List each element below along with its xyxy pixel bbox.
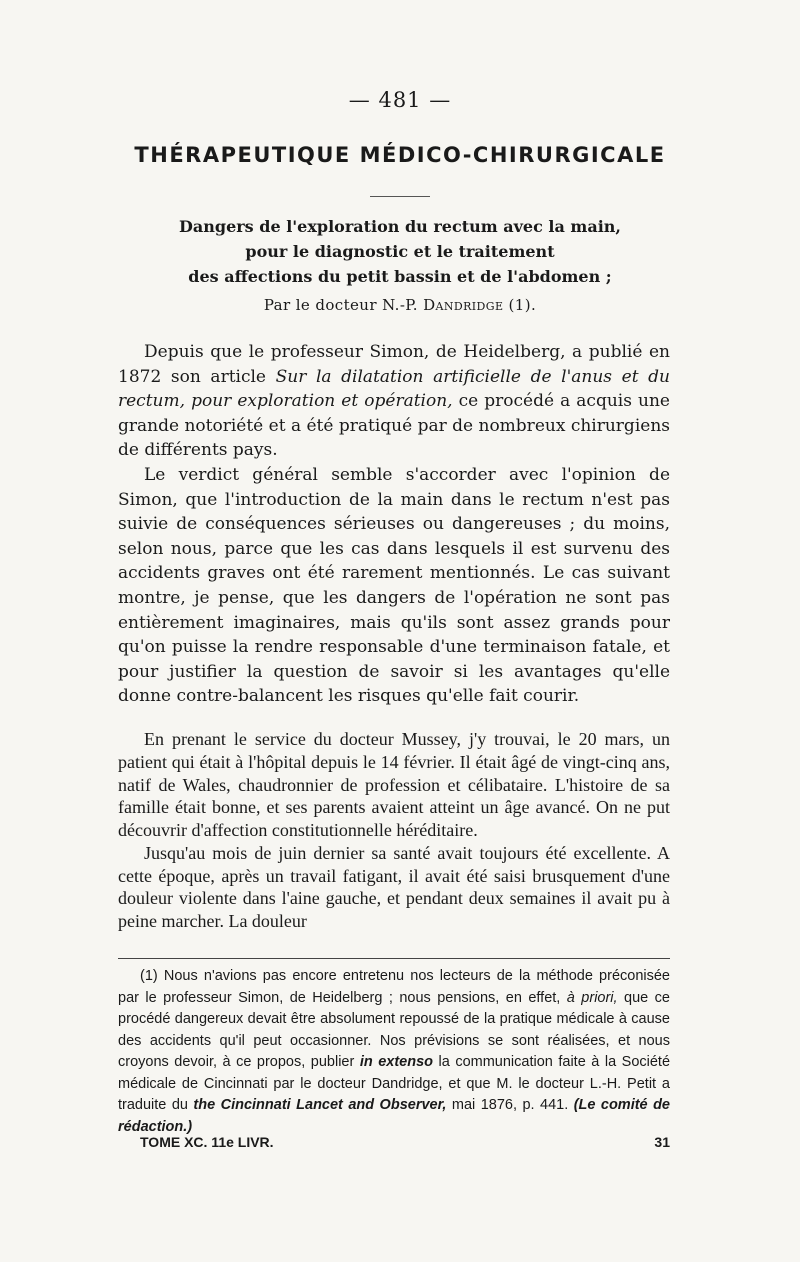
paragraph-text: Depuis que le professeur Simon, de Heidelberg, a publié en 1872 son article	[118, 342, 670, 387]
footnote-italic: à priori,	[566, 989, 618, 1006]
title-divider	[370, 196, 430, 197]
byline	[0, 296, 800, 314]
paragraph	[118, 340, 670, 463]
footnote-span: (1) Nous n'avions pas encore entretenu nos lecteurs de la méthode préconisée par le professeur Simon, de Heidelberg ; nous pensions, en effet,	[118, 968, 670, 1006]
paragraph: Le verdict général semble s'accorder avec l'opinion de Simon, que l'introduction de la main dans le rectum n'est pas suivie de conséquences sérieuses ou dangereuses ; du moins, selon nous, parce que les cas dans lesquels il est survenu des accidents graves ont été rarement mentionnés. Le cas suivant montre, je pense, que les dangers de l'opération ne sont pas entièrement imaginaires, mais qu'ils sont assez grands pour qu'on puisse la rendre responsable d'une terminaison fatale, et pour justifier la question de savoir si les avantages qu'elle donne contre-balancent les risques qu'elle fait courir.	[118, 464, 670, 707]
article-title-line: Dangers de l'exploration du rectum avec la main,	[179, 217, 621, 236]
footnote-span: mai 1876, p. 441.	[446, 1097, 574, 1113]
footnote-marker: (1).	[508, 296, 537, 314]
footnote-divider	[118, 958, 670, 959]
author-name: Dandridge	[423, 296, 504, 314]
article-title	[130, 214, 670, 289]
article-title-line: des affections du petit bassin et de l'abdomen ;	[188, 267, 612, 286]
footnote	[118, 966, 670, 1138]
footnote-span: que ce procédé dangereux devait être absolument repoussé de la pratique médicale à cause des accidents qu'il peut occasionner. Nos prévisions se sont réalisées, et nous croyons devoir, à ce propos, publier	[118, 989, 670, 1070]
article-body	[118, 340, 670, 933]
volume-mark: TOME XC. 11e LIVR.	[140, 1134, 274, 1150]
editor-note: (Le comité de rédaction.)	[118, 1097, 670, 1135]
printer-signature	[140, 1134, 670, 1150]
journal-name: the Cincinnati Lancet and Observer,	[193, 1097, 447, 1113]
cited-work: Sur la dilatation artificielle de l'anus et du rectum, pour exploration et opération,	[118, 366, 670, 412]
section-title: THÉRAPEUTIQUE MÉDICO-CHIRURGICALE	[134, 143, 666, 167]
byline-prefix: Par le docteur N.-P.	[263, 296, 418, 314]
sheet-number: 31	[654, 1134, 670, 1150]
paragraph: En prenant le service du docteur Mussey, j'y trouvai, le 20 mars, un patient qui était à l'hôpital depuis le 14 février. Il était âgé de vingt-cinq ans, natif de Wales, chaudronnier de profession et célibataire. L'histoire de sa famille était bonne, et ses parents avaient atteint un âge avancé. On ne put découvrir d'affection constitutionnelle héréditaire.	[118, 728, 670, 841]
paragraph-text: ce procédé a acquis une grande notoriété et a été pratiqué par de nombreux chirurgiens de différents pays.	[118, 391, 670, 461]
page-number: — 481 —	[348, 88, 452, 112]
footnote-span: la communication faite à la Société médicale de Cincinnati par le docteur Dandridge, et que M. le docteur L.-H. Petit a traduite du	[118, 1054, 671, 1113]
article-title-line: pour le diagnostic et le traitement	[245, 242, 555, 261]
footnote-italic: in extenso	[359, 1054, 434, 1070]
paragraph: Jusqu'au mois de juin dernier sa santé avait toujours été excellente. A cette époque, après un travail fatigant, il avait été saisi brusquement d'une douleur violente dans l'aine gauche, et pendant deux semaines il avait pu à peine marcher. La douleur	[118, 842, 670, 932]
footnote-text	[118, 966, 670, 1138]
